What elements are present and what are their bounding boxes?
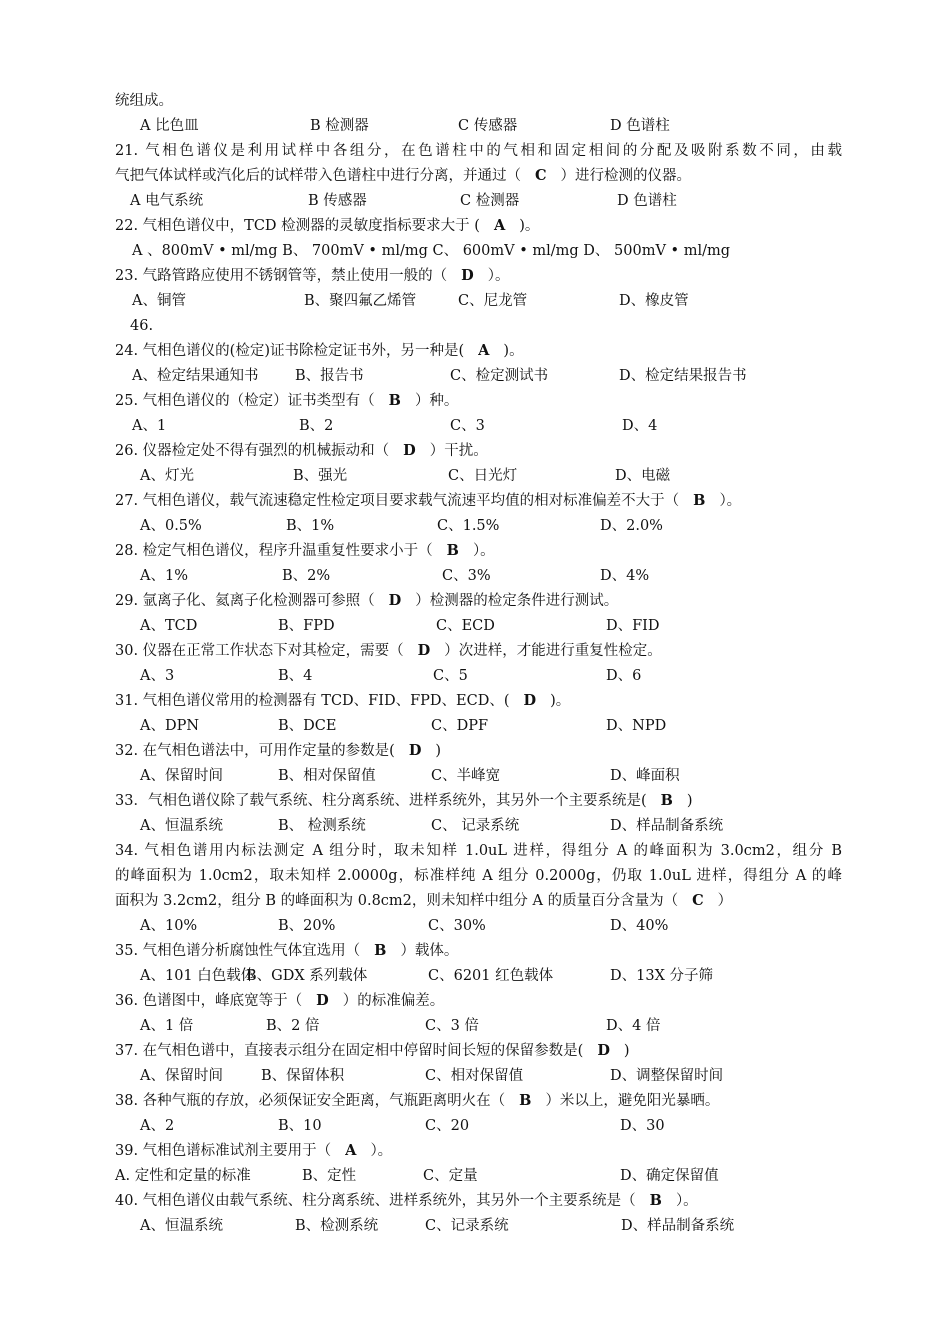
answer-option: A、101 白色载体 — [140, 968, 256, 984]
text-line — [0, 665, 950, 687]
text-line — [132, 240, 730, 262]
answer-key: B — [649, 1192, 662, 1209]
answer-option: C、20 — [425, 1118, 470, 1134]
answer-option: D、调整保留时间 — [610, 1068, 724, 1084]
answer-key: D — [316, 992, 329, 1009]
answer-option: B、2 倍 — [266, 1018, 320, 1034]
text-line — [0, 1115, 950, 1137]
answer-option: B、检测系统 — [295, 1218, 379, 1234]
text-line — [115, 1090, 719, 1112]
answer-option: C、半峰宽 — [431, 768, 501, 784]
text-line — [115, 490, 741, 512]
answer-key: C — [692, 892, 704, 909]
answer-option: A、1% — [140, 568, 188, 584]
answer-option: B 传感器 — [308, 193, 367, 209]
answer-option: C、定量 — [423, 1168, 478, 1184]
text-line — [115, 215, 539, 237]
answer-option: D、4 — [622, 418, 658, 434]
text-line — [0, 515, 950, 537]
answer-option: A、TCD — [140, 618, 198, 634]
answer-option: A. 定性和定量的标准 — [115, 1168, 251, 1184]
answer-option: A、保留时间 — [140, 1068, 223, 1084]
answer-option: D、峰面积 — [610, 768, 680, 784]
text-line — [0, 565, 950, 587]
text-line — [115, 340, 524, 362]
text-line — [115, 90, 173, 112]
answer-option: C、ECD — [436, 618, 495, 634]
answer-option: D、FID — [606, 618, 660, 634]
answer-key: D — [403, 442, 416, 459]
text-line — [115, 1140, 392, 1162]
answer-option: C、30% — [428, 918, 486, 934]
text-line — [115, 540, 495, 562]
question-text: 22. 气相色谱仪中，TCD 检测器的灵敏度指标要求大于 ( — [115, 218, 480, 234]
text-line — [115, 1190, 698, 1212]
answer-option: D 色谱柱 — [610, 118, 670, 134]
answer-option: A、1 — [132, 418, 167, 434]
question-text: ）干扰。 — [429, 443, 488, 459]
answer-key: C — [535, 167, 547, 184]
text-line — [115, 990, 444, 1012]
question-text: 气把气体试样或汽化后的试样带入色谱柱中进行分离，并通过（ — [115, 168, 521, 184]
question-text: 36. 色谱图中，峰底宽等于（ — [115, 993, 303, 1009]
question-text: 34. 气相色谱用内标法测定 A 组分时，取未知样 1.0uL 进样，得组分 A 的峰面积为 3.0cm2，组分 B — [115, 843, 842, 859]
question-text: 27. 气相色谱仪，载气流速稳定性检定项目要求载气流速平均值的相对标准偏差不大于（ — [115, 493, 680, 509]
text-line — [115, 790, 693, 812]
question-text: ）米以上，避免阳光暴晒。 — [545, 1093, 720, 1109]
question-text: ）。 — [472, 543, 495, 559]
question-text: ）。 — [675, 1193, 698, 1209]
answer-option: A、10% — [140, 918, 198, 934]
answer-option: B、相对保留值 — [278, 768, 376, 784]
answer-option: D、检定结果报告书 — [619, 368, 747, 384]
answer-option: D、样品制备系统 — [621, 1218, 735, 1234]
question-text: 46. — [130, 318, 154, 334]
answer-option: B、DCE — [278, 718, 337, 734]
question-text: ）载体。 — [400, 943, 459, 959]
question-text: A 、800mV • ml/mg B、 700mV • ml/mg C、 600mV • ml/mg D、 500mV • ml/mg — [132, 243, 730, 259]
answer-option: A、恒温系统 — [140, 818, 223, 834]
question-text: 23. 气路管路应使用不锈钢管等，禁止使用一般的（ — [115, 268, 448, 284]
question-text: ） — [717, 893, 733, 909]
answer-option: D、电磁 — [615, 468, 671, 484]
answer-option: D、NPD — [606, 718, 667, 734]
question-text: 38. 各种气瓶的存放，必须保证安全距离，气瓶距离明火在（ — [115, 1093, 506, 1109]
answer-option: D、2.0% — [600, 518, 663, 534]
question-text: 37. 在气相色谱中，直接表示组分在固定相中停留时间长短的保留参数是( — [115, 1043, 584, 1059]
answer-option: C、3 — [450, 418, 485, 434]
answer-option: C、6201 红色载体 — [428, 968, 554, 984]
text-line — [115, 740, 441, 762]
answer-option: C、相对保留值 — [425, 1068, 524, 1084]
question-text: 24. 气相色谱仪的(检定)证书除检定证书外，另一种是( — [115, 343, 465, 359]
answer-option: A、2 — [140, 1118, 175, 1134]
text-line — [115, 1040, 630, 1062]
answer-option: B、20% — [278, 918, 336, 934]
answer-option: B、强光 — [293, 468, 348, 484]
question-text: ) — [435, 743, 442, 759]
text-line — [0, 1065, 950, 1087]
text-line — [0, 965, 950, 987]
answer-option: D、4% — [600, 568, 650, 584]
answer-option: D、4 倍 — [606, 1018, 661, 1034]
text-line — [0, 190, 950, 212]
answer-option: C、5 — [433, 668, 468, 684]
text-line — [115, 590, 618, 612]
question-text: ）检测器的检定条件进行测试。 — [415, 593, 619, 609]
answer-option: B、GDX 系列载体 — [246, 968, 368, 984]
answer-key: D — [417, 642, 431, 659]
answer-option: D、样品制备系统 — [610, 818, 724, 834]
text-line — [0, 415, 950, 437]
answer-option: B、定性 — [302, 1168, 357, 1184]
answer-option: C、 记录系统 — [431, 818, 520, 834]
text-line — [0, 1215, 950, 1237]
answer-option: C 检测器 — [460, 193, 520, 209]
text-line — [115, 140, 842, 162]
answer-option: A、灯光 — [140, 468, 194, 484]
answer-key: B — [374, 942, 387, 959]
answer-option: B、4 — [278, 668, 313, 684]
text-line — [0, 1165, 950, 1187]
answer-option: C、3% — [442, 568, 491, 584]
answer-option: C、检定测试书 — [450, 368, 549, 384]
text-line — [115, 840, 842, 862]
answer-option: B、2 — [299, 418, 334, 434]
question-text: 28. 检定气相色谱仪，程序升温重复性要求小于（ — [115, 543, 433, 559]
question-text: ）。 — [370, 1143, 393, 1159]
question-text: ）种。 — [414, 393, 459, 409]
answer-key: B — [519, 1092, 532, 1109]
answer-key: D — [461, 267, 474, 284]
answer-option: C、日光灯 — [448, 468, 518, 484]
text-line — [115, 890, 732, 912]
text-line — [0, 465, 950, 487]
question-text: ）进行检测的仪器。 — [560, 168, 692, 184]
answer-key: D — [388, 592, 402, 609]
text-line — [0, 715, 950, 737]
answer-key: D — [597, 1042, 610, 1059]
answer-key: D — [408, 742, 422, 759]
question-text: )。 — [519, 218, 540, 234]
answer-key: B — [446, 542, 459, 559]
answer-option: B、2% — [282, 568, 331, 584]
answer-option: D 色谱柱 — [617, 193, 677, 209]
question-text: ）。 — [487, 268, 510, 284]
answer-option: A、0.5% — [140, 518, 202, 534]
text-line — [115, 690, 570, 712]
answer-option: A、3 — [140, 668, 175, 684]
text-line — [0, 1015, 950, 1037]
question-text: 的峰面积为 1.0cm2，取未知样 2.0000g，标准样纯 A 组分 0.2000g，仍取 1.0uL 进样，得组分 A 的峰 — [115, 868, 842, 884]
question-text: 25. 气相色谱仪的（检定）证书类型有（ — [115, 393, 375, 409]
question-text: 30. 仪器在正常工作状态下对其检定，需要（ — [115, 643, 404, 659]
question-text: 统组成。 — [115, 93, 173, 109]
answer-option: B 检测器 — [310, 118, 369, 134]
answer-option: C、记录系统 — [425, 1218, 509, 1234]
question-text: ）次进样，才能进行重复性检定。 — [444, 643, 662, 659]
question-text: )。 — [550, 693, 571, 709]
question-text: ) — [686, 793, 693, 809]
answer-option: A、1 倍 — [140, 1018, 194, 1034]
question-text: 29. 氩离子化、氦离子化检测器可参照（ — [115, 593, 375, 609]
text-line — [0, 115, 950, 137]
question-text: 32. 在气相色谱法中，可用作定量的参数是( — [115, 743, 395, 759]
answer-option: B、 检测系统 — [278, 818, 366, 834]
text-line — [115, 265, 510, 287]
answer-option: C、3 倍 — [425, 1018, 479, 1034]
text-line — [115, 165, 691, 187]
text-line — [0, 615, 950, 637]
answer-option: B、聚四氟乙烯管 — [304, 293, 417, 309]
answer-key: B — [660, 792, 673, 809]
text-line — [115, 865, 842, 887]
answer-key: B — [388, 392, 401, 409]
question-text: 21. 气相色谱仪是利用试样中各组分，在色谱柱中的气相和固定相间的分配及吸附系数不同，由载 — [115, 143, 842, 159]
answer-option: D、13X 分子筛 — [610, 968, 714, 984]
answer-option: D、橡皮管 — [619, 293, 689, 309]
text-line — [115, 940, 458, 962]
answer-option: D、确定保留值 — [620, 1168, 719, 1184]
text-line — [130, 315, 153, 337]
answer-option: D、6 — [606, 668, 642, 684]
answer-key: A — [478, 342, 490, 359]
answer-key: D — [523, 692, 537, 709]
answer-option: A、DPN — [140, 718, 200, 734]
text-line — [0, 915, 950, 937]
question-text: ）的标准偏差。 — [342, 993, 445, 1009]
answer-option: D、40% — [610, 918, 669, 934]
question-text: 31. 气相色谱仪常用的检测器有 TCD、FID、FPD、ECD、( — [115, 693, 510, 709]
answer-option: B、10 — [278, 1118, 322, 1134]
answer-option: C、1.5% — [437, 518, 500, 534]
answer-option: A、检定结果通知书 — [132, 368, 259, 384]
answer-option: B、报告书 — [295, 368, 364, 384]
answer-option: A、铜管 — [132, 293, 186, 309]
text-line — [0, 290, 950, 312]
text-line — [115, 440, 488, 462]
question-text: 33．气相色谱仪除了载气系统、柱分离系统、进样系统外，其另外一个主要系统是( — [115, 793, 647, 809]
text-line — [115, 390, 458, 412]
answer-option: C、DPF — [431, 718, 489, 734]
answer-option: C 传感器 — [458, 118, 518, 134]
question-text: ）。 — [719, 493, 742, 509]
answer-key: A — [345, 1142, 357, 1159]
answer-option: A、恒温系统 — [140, 1218, 223, 1234]
text-line — [0, 365, 950, 387]
answer-option: B、1% — [286, 518, 335, 534]
question-text: )。 — [503, 343, 524, 359]
text-line — [115, 640, 662, 662]
answer-option: B、FPD — [278, 618, 335, 634]
answer-option: A、保留时间 — [140, 768, 223, 784]
text-line — [0, 765, 950, 787]
answer-option: B、保留体积 — [261, 1068, 345, 1084]
answer-key: B — [693, 492, 706, 509]
answer-option: A 电气系统 — [130, 193, 204, 209]
question-text: 40. 气相色谱仪由载气系统、柱分离系统、进样系统外，其另外一个主要系统是（ — [115, 1193, 636, 1209]
answer-option: D、30 — [620, 1118, 665, 1134]
answer-option: A 比色皿 — [140, 118, 199, 134]
question-text: 35. 气相色谱分析腐蚀性气体宜选用（ — [115, 943, 361, 959]
question-text: 39. 气相色谱标准试剂主要用于（ — [115, 1143, 332, 1159]
text-line — [0, 815, 950, 837]
question-text: 面积为 3.2cm2，组分 B 的峰面积为 0.8cm2，则未知样中组分 A 的质量百分含量为（ — [115, 893, 679, 909]
answer-option: C、尼龙管 — [458, 293, 528, 309]
answer-key: A — [493, 217, 506, 234]
question-text: 26. 仪器检定处不得有强烈的机械振动和（ — [115, 443, 390, 459]
question-text: ) — [623, 1043, 630, 1059]
